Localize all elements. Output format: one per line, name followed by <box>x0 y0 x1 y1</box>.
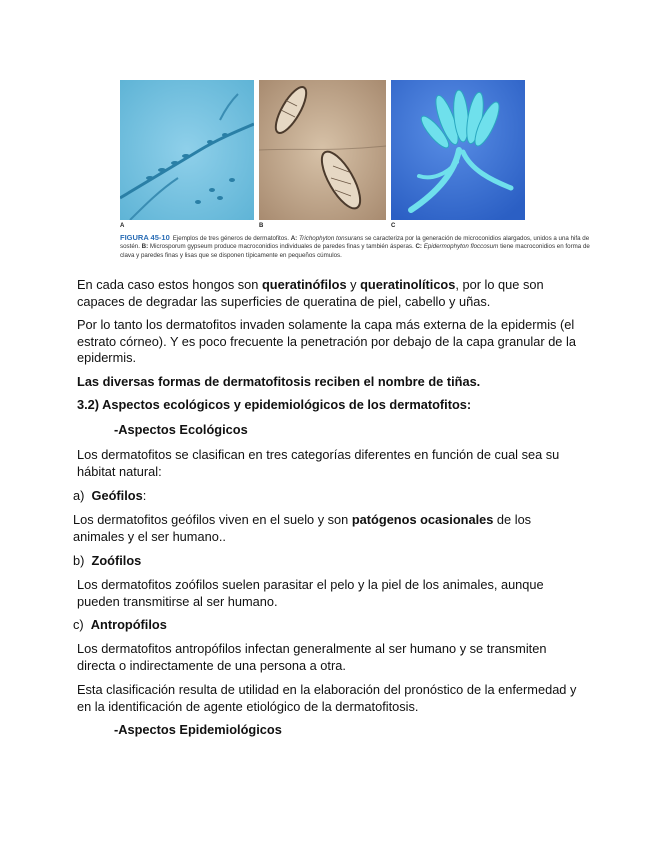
micrograph-b <box>259 80 386 220</box>
paragraph-utilidad: Esta clasificación resulta de utilidad en la elaboración del pronóstico de la enfermedad y en la identificación de agente etiológico de la dermatofitosis. <box>77 682 577 714</box>
paragraph-zoofilos: Los dermatofitos zoófilos suelen parasitar el pelo y la piel de los animales, aunque pueden transmitirse al ser humano. <box>77 577 544 609</box>
list-item-c: c) Antropófilos <box>73 617 167 632</box>
figure <box>120 80 590 260</box>
figure-title: FIGURA 45-10 <box>120 233 170 242</box>
section-heading-3-2: 3.2) Aspectos ecológicos y epidemiológicos de los dermatofitos: <box>77 397 472 412</box>
subheading-ecologicos: -Aspectos Ecológicos <box>114 422 248 437</box>
paragraph-antropofilos: Los dermatofitos antropófilos infectan generalmente al ser humano y se transmiten directa o indirectamente de una persona a otra. <box>77 641 547 673</box>
list-item-a: a) Geófilos: <box>73 488 147 503</box>
micrograph-a <box>120 80 254 220</box>
figure-caption: FIGURA 45-10 Ejemplos de tres géneros de dermatofitos. A: Trichophyton tonsurans se caracteriza por la generación de microconidios alargados, unidos a una hifa de sostén. B: Microsporum gypseum produce macroconidios individuales de paredes finas y también ásperas. C: Epidermophyton floccosum tiene macroconidios en forma de clava y paredes finas y lisas que se disponen típicamente en pequeños cúmulos. <box>120 233 590 259</box>
panel-label-c: C <box>391 223 396 229</box>
paragraph-epidermis: Por lo tanto los dermatofitos invaden solamente la capa más externa de la epidermis (el estrato córneo). Y es poco frecuente la penetración por debajo de la capa granular de la epidermis. <box>77 317 576 365</box>
paragraph-clasificacion: Los dermatofitos se clasifican en tres categorías diferentes en función de cual sea su hábitat natural: <box>77 447 560 479</box>
list-item-b: b) Zoófilos <box>73 553 142 568</box>
micrograph-c <box>391 80 525 220</box>
paragraph-keratin: En cada caso estos hongos son queratinófilos y queratinolíticos, por lo que son capaces de degradar las superficies de queratina de piel, cabello y uñas. <box>77 277 544 309</box>
panel-label-a: A <box>120 223 125 229</box>
paragraph-tinas: Las diversas formas de dermatofitosis reciben el nombre de tiñas. <box>77 374 481 389</box>
paragraph-geofilos: Los dermatofitos geófilos viven en el suelo y son patógenos ocasionales de los animales y el ser humano.. <box>73 512 532 544</box>
subheading-epidemiologicos: -Aspectos Epidemiológicos <box>114 722 282 737</box>
panel-label-b: B <box>259 223 264 229</box>
